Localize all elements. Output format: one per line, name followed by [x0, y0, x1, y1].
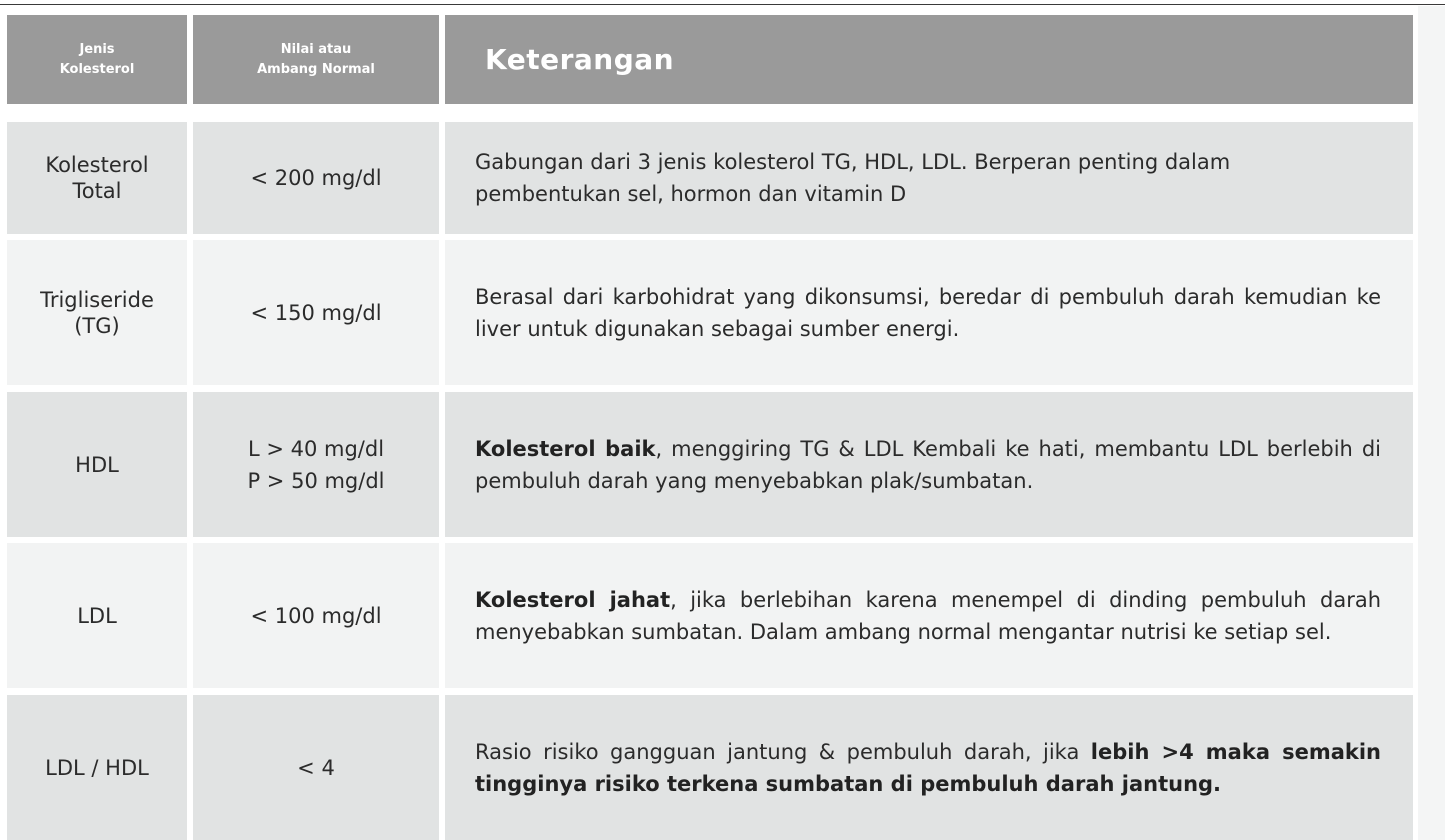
row-2-keterangan — [445, 392, 1413, 537]
jenis-line: LDL — [77, 603, 117, 628]
header-jenis-kolesterol — [7, 15, 187, 104]
row-4-nilai — [193, 695, 439, 840]
row-1-nilai — [193, 240, 439, 385]
keterangan-bold-text: lebih >4 maka semakin tingginya risiko terkena sumbatan di pembuluh darah jantung. — [475, 739, 1381, 796]
keterangan-bold-text: Kolesterol jahat — [475, 587, 671, 612]
nilai-line: < 4 — [297, 755, 335, 780]
row-3-jenis — [7, 543, 187, 688]
row-3-nilai — [193, 543, 439, 688]
header-keterangan — [445, 15, 1413, 104]
nilai-line: < 100 mg/dl — [250, 603, 382, 628]
keterangan-text: Berasal dari karbohidrat yang dikonsumsi, beredar di pembuluh darah kemudian ke liver untuk digunakan sebagai sumber energi. — [475, 284, 1381, 341]
header-nilai-line-1: Nilai atau — [280, 41, 352, 57]
jenis-line: HDL — [75, 452, 119, 477]
header-jenis-line-1: Jenis — [79, 41, 115, 57]
jenis-line: Kolesterol — [45, 153, 149, 177]
jenis-line: Total — [72, 179, 122, 203]
page-margin-strip — [1418, 6, 1445, 840]
nilai-line: < 150 mg/dl — [250, 300, 382, 325]
row-3-keterangan — [445, 543, 1413, 688]
keterangan-text: Gabungan dari 3 jenis kolesterol TG, HDL, LDL. Berperan penting dalam pembentukan sel, hormon dan vitamin D — [475, 150, 1231, 206]
jenis-line: LDL / HDL — [45, 755, 149, 780]
row-0-jenis — [7, 122, 187, 234]
jenis-line: Trigliseride — [40, 287, 154, 312]
row-2-jenis — [7, 392, 187, 537]
top-border-line — [0, 4, 1445, 5]
row-1-keterangan — [445, 240, 1413, 385]
header-nilai-ambang — [193, 15, 439, 104]
nilai-line: < 200 mg/dl — [250, 166, 382, 190]
row-4-jenis — [7, 695, 187, 840]
nilai-line: L > 40 mg/dl — [247, 436, 385, 461]
jenis-line: (TG) — [74, 313, 120, 338]
row-1-jenis — [7, 240, 187, 385]
row-4-keterangan — [445, 695, 1413, 840]
row-0-keterangan — [445, 122, 1413, 234]
header-keterangan-label: Keterangan — [485, 43, 675, 76]
header-nilai-line-2: Ambang Normal — [257, 61, 375, 77]
keterangan-text: , jika berlebihan karena menempel di dinding pembuluh darah menyebabkan sumbatan. Dalam ambang normal mengantar nutrisi ke setiap sel. — [475, 587, 1381, 644]
keterangan-bold-text: Kolesterol baik — [475, 436, 656, 461]
row-0-nilai — [193, 122, 439, 234]
nilai-line: P > 50 mg/dl — [247, 468, 385, 493]
keterangan-text: Rasio risiko gangguan jantung & pembuluh darah, jika — [475, 739, 1091, 764]
keterangan-text: , menggiring TG & LDL Kembali ke hati, membantu LDL berlebih di pembuluh darah yang menyebabkan plak/sumbatan. — [475, 436, 1381, 493]
row-2-nilai — [193, 392, 439, 537]
header-jenis-line-2: Kolesterol — [59, 61, 135, 77]
